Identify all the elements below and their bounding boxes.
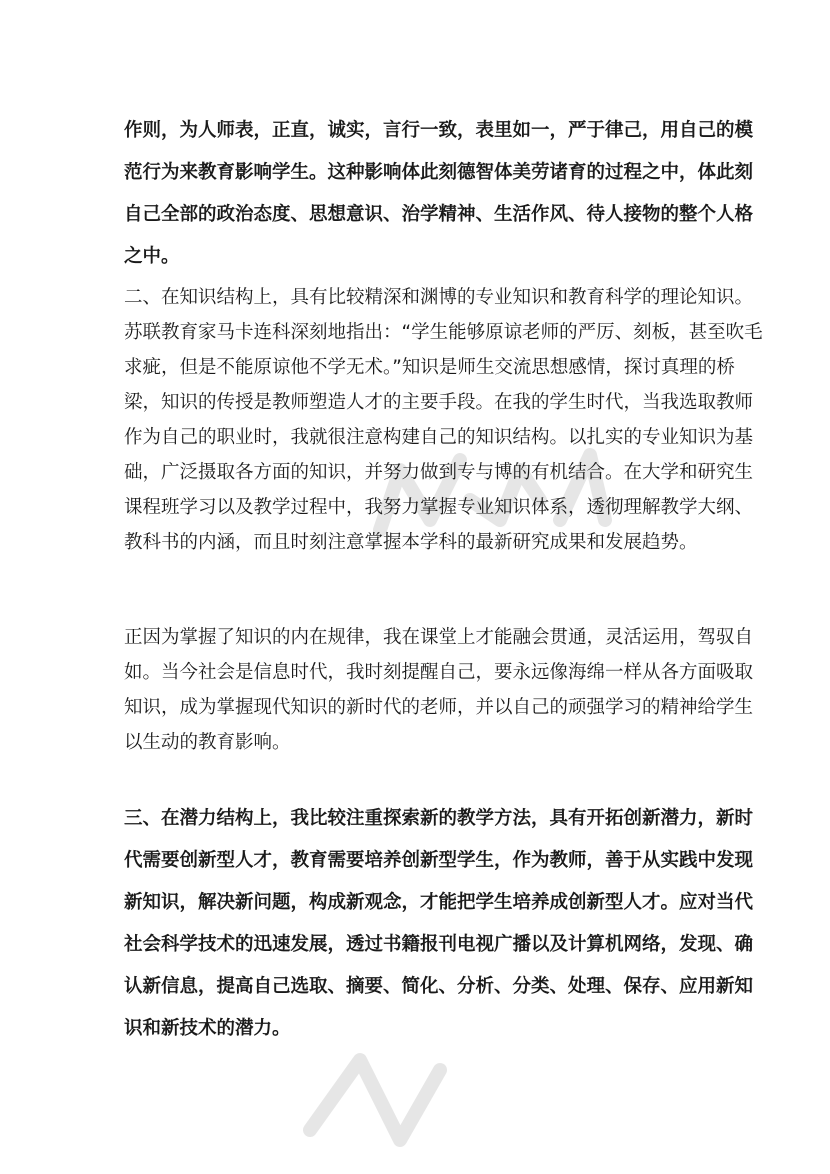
text-line: 正因为掌握了知识的内在规律，我在课堂上才能融会贯通，灵活运用，驾驭自 [124,627,754,648]
text-line: 苏联教育家马卡连科深刻地指出：“学生能够原谅老师的严厉、刻板，甚至吹毛 [124,322,763,343]
text-line: 作则，为人师表，正直，诚实，言行一致，表里如一，严于律己，用自己的模 [124,120,754,141]
text-line: 三、在潜力结构上，我比较注重探索新的教学方法，具有开拓创新潜力，新时 [124,808,754,829]
text-line: 识和新技术的潜力。 [124,1018,291,1039]
text-line: 础，广泛摄取各方面的知识，并努力做到专与博的有机结合。在大学和研究生 [124,462,754,483]
text-line: 二、在知识结构上，具有比较精深和渊博的专业知识和教育科学的理论知识。 [124,287,754,308]
text-line: 认新信息，提高自己选取、摘要、简化、分析、分类、处理、保存、应用新知 [124,976,754,997]
text-line: 自己全部的政治态度、思想意识、治学精神、生活作风、待人接物的整个人格 [124,204,754,225]
text-line: 知识，成为掌握现代知识的新时代的老师，并以自己的顽强学习的精神给学生 [124,697,754,718]
text-line: 教科书的内涵，而且时刻注意掌握本学科的最新研究成果和发展趋势。 [124,532,698,553]
text-line: 作为自己的职业时，我就很注意构建自己的知识结构。以扎实的专业知识为基 [124,427,754,448]
text-line: 梁，知识的传授是教师塑造人才的主要手段。在我的学生时代，当我选取教师 [124,392,754,413]
paragraph-3 [124,620,753,760]
text-line: 求疵，但是不能原谅他不学无术。”知识是师生交流思想感情，探讨真理的桥 [124,357,735,378]
text-line: 社会科学技术的迅速发展，透过书籍报刊电视广播以及计算机网络，发现、确 [124,934,754,955]
text-line: 如。当今社会是信息时代，我时刻提醒自己，要永远像海绵一样从各方面吸取 [124,662,754,683]
text-line: 代需要创新型人才，教育需要培养创新型学生，作为教师，善于从实践中发现 [124,850,754,871]
text-line: 课程班学习以及教学过程中，我努力掌握专业知识体系，透彻理解教学大纲、 [124,497,754,518]
text-line: 以生动的教育影响。 [124,732,291,753]
paragraph-4 [124,798,753,1050]
text-line: 新知识，解决新问题，构成新观念，才能把学生培养成创新型人才。应对当代 [124,892,754,913]
paragraph-2 [124,280,763,560]
text-line: 之中。 [124,246,180,267]
paragraph-1 [124,110,753,278]
watermark-stroke [310,1060,440,1140]
text-line: 范行为来教育影响学生。这种影响体此刻德智体美劳诸育的过程之中，体此刻 [124,162,754,183]
